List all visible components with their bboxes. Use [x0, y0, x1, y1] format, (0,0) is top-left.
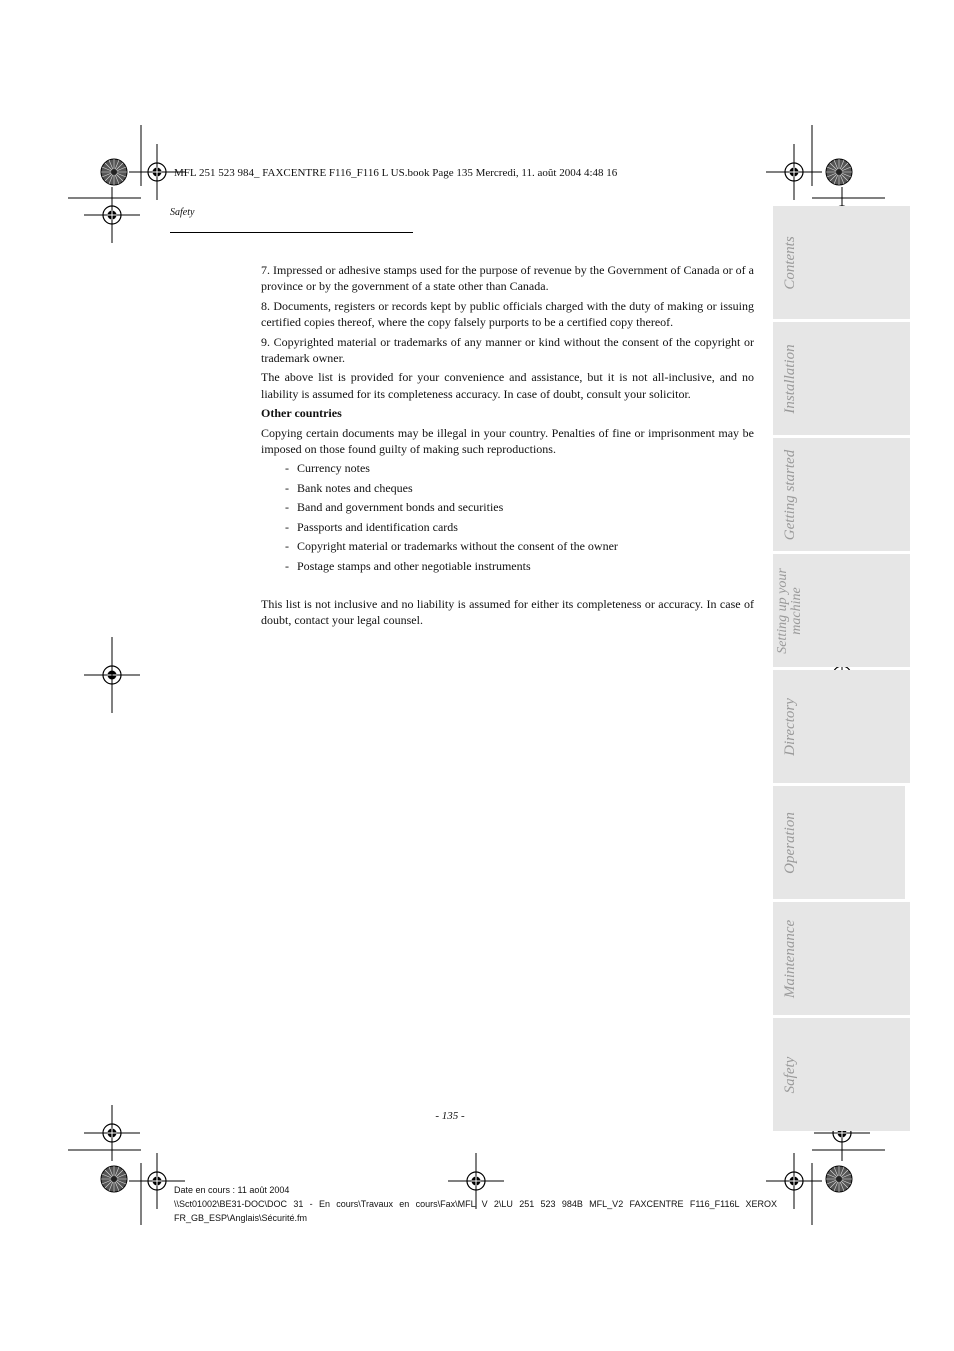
main-content — [261, 262, 754, 632]
paragraph-7: 7. Impressed or adhesive stamps used for the purpose of revenue by the Government of Canada or of a province or by the government of a state other than Canada. — [261, 263, 754, 294]
disclaimer-paragraph: The above list is provided for your convenience and assistance, but it is not all-inclusive, and no liability is assumed for its completeness accuracy. In case of doubt, consult your solicitor. — [261, 370, 754, 401]
footer-info — [174, 1183, 777, 1225]
section-heading: Other countries — [261, 406, 342, 421]
tab-maintenance[interactable] — [773, 902, 910, 1015]
footer-path: \\Sct01002\BE31-DOC\DOC 31 - En cours\Travaux en cours\Fax\MFL V 2\LU 251 523 984B MFL_V2 FAXCENTRE F116_F116L XEROX — [174, 1199, 777, 1209]
page-number: - 135 - — [435, 1110, 465, 1122]
footer-date: Date en cours : 11 août 2004 — [174, 1185, 290, 1195]
bullet-dash: - — [285, 558, 289, 573]
list-item: - Currency notes — [285, 461, 370, 476]
list-item: - Postage stamps and other negotiable instruments — [285, 558, 531, 573]
list-item: - Bank notes and cheques — [285, 480, 413, 495]
tab-operation[interactable] — [773, 786, 905, 899]
bullet-dash: - — [285, 500, 289, 515]
list-item: - Band and government bonds and securities — [285, 500, 504, 515]
running-header-section: Safety — [170, 207, 195, 218]
list-item: - Passports and identification cards — [285, 519, 458, 534]
closing-paragraph: This list is not inclusive and no liability is assumed for either its completeness or accuracy. In case of doubt, contact your legal counsel. — [261, 596, 754, 628]
print-info-line: MFL 251 523 984_ FAXCENTRE F116_F116 L US.book Page 135 Mercredi, 11. août 2004 4:48 16 — [174, 167, 618, 179]
tab-setting-up[interactable] — [773, 554, 910, 667]
tab-label: Setting up your machine — [775, 568, 804, 654]
tab-label: Contents — [781, 236, 798, 290]
intro-paragraph: Copying certain documents may be illegal in your country. Penalties of fine or imprisonment may be imposed on those found guilty of making such reproductions. — [261, 425, 754, 457]
bullet-dash: - — [285, 519, 289, 534]
tab-label: Maintenance — [781, 919, 798, 999]
tab-label: Safety — [781, 1056, 798, 1094]
tab-label: Operation — [781, 812, 798, 874]
bullet-dash: - — [285, 461, 289, 476]
tab-installation[interactable] — [773, 322, 910, 435]
tab-label: Installation — [781, 344, 798, 414]
bullet-dash: - — [285, 480, 289, 495]
tab-directory[interactable] — [773, 670, 910, 783]
tab-getting-started[interactable] — [773, 438, 910, 551]
document-list — [261, 460, 754, 573]
paragraph-9: 9. Copyrighted material or trademarks of any manner or kind without the consent of the copyright or trademark owner. — [261, 334, 754, 366]
bullet-dash: - — [285, 539, 289, 554]
paragraph-8: 8. Documents, registers or records kept by public officials charged with the duty of making or issuing certified copies thereof, where the copy falsely purports to be a certified copy thereof. — [261, 298, 754, 330]
tab-label: Directory — [781, 698, 798, 756]
footer-file: FR_GB_ESP\Anglais\Sécurité.fm — [174, 1213, 308, 1223]
tab-contents[interactable] — [773, 206, 910, 319]
header-rule — [170, 232, 413, 233]
list-item: - Copyright material or trademarks without the consent of the owner — [285, 539, 618, 554]
tab-label: Getting started — [781, 449, 798, 541]
